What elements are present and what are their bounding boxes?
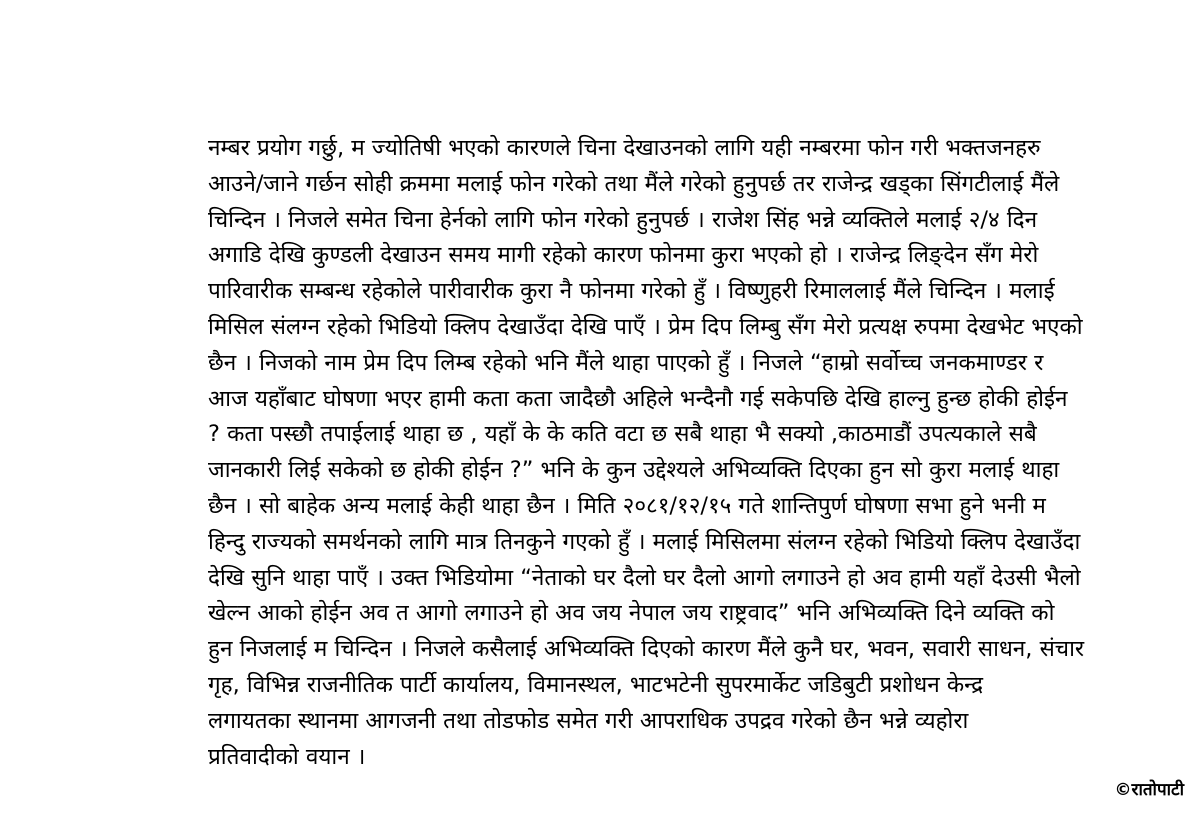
- text-line: जानकारी लिई सकेको छ होकी होईन ?” भनि के कुन उद्देश्यले अभिव्यक्ति दिएका हुन सो कुरा मलाई थाहा: [208, 457, 1060, 484]
- text-line: चिन्दिन । निजले समेत चिना हेर्नको लागि फोन गरेको हुनुपर्छ । राजेश सिंह भन्ने व्यक्तिले मलाई २/४ दिन: [208, 206, 1038, 233]
- text-line: पारिवारीक सम्बन्ध रहेकोले पारीवारीक कुरा नै फोनमा गरेको हुँ । विष्णुहरी रिमाललाई मैंले चिन्दिन । मलाई: [208, 278, 1055, 305]
- text-line: आज यहाँबाट घोषणा भएर हामी कता कता जादैछौ अहिले भन्दैनौ गई सकेपछि देखि हाल्नु हुन्छ होकी होईन: [208, 385, 1068, 412]
- text-line: छैन । निजको नाम प्रेम दिप लिम्ब रहेको भनि मैंले थाहा पाएको हुँ । निजले “हाम्रो सर्वोच्च जनकमाण्डर र: [208, 349, 1044, 376]
- text-line: आउने/जाने गर्छन सोही क्रममा मलाई फोन गरेको तथा मैंले गरेको हुनुपर्छ तर राजेन्द्र खड्का सिंगटीलाई मैंले: [208, 170, 1060, 197]
- statement-text: [208, 131, 1138, 775]
- text-line: प्रतिवादीको वयान ।: [208, 743, 366, 770]
- copyright-watermark: ©रातोपाटी: [1113, 777, 1186, 800]
- text-line: ? कता पस्छौ तपाईलाई थाहा छ , यहाँ के के कति वटा छ सबै थाहा भै सक्यो ,काठमाडौं उपत्यकाले सबै: [208, 421, 1037, 448]
- text-line: मिसिल संलग्न रहेको भिडियो क्लिप देखाउँदा देखि पाएँ । प्रेम दिप लिम्बु सँग मेरो प्रत्यक्ष रुपमा देखभेट भएको: [208, 313, 1083, 340]
- text-line: नम्बर प्रयोग गर्छु, म ज्योतिषी भएको कारणले चिना देखाउनको लागि यही नम्बरमा फोन गरी भक्तजनहरु: [208, 135, 1041, 161]
- text-line: लगायतका स्थानमा आगजनी तथा तोडफोड समेत गरी आपराधिक उपद्रव गरेको छैन भन्ने व्यहोरा: [208, 707, 969, 734]
- text-line: हुन निजलाई म चिन्दिन । निजले कसैलाई अभिव्यक्ति दिएको कारण मैंले कुनै घर, भवन, सवारी साधन, संचार: [208, 636, 1085, 663]
- text-line: गृह, विभिन्न राजनीतिक पार्टी कार्यालय, विमानस्थल, भाटभटेनी सुपरमार्केट जडिबुटी प्रशोधन केन्द्र: [208, 671, 984, 698]
- text-line: हिन्दु राज्यको समर्थनको लागि मात्र तिनकुने गएको हुँ । मलाई मिसिलमा संलग्न रहेको भिडियो क्लिप देखाउँदा: [208, 528, 1081, 555]
- text-line: छैन । सो बाहेक अन्य मलाई केही थाहा छैन । मिति २०८१/१२/१५ गते शान्तिपुर्ण घोषणा सभा हुने भनी म: [208, 492, 1046, 519]
- text-line: देखि सुनि थाहा पाएँ । उक्त भिडियोमा “नेताको घर दैलो घर दैलो आगो लगाउने हो अव हामी यहाँ देउसी भैलो: [208, 564, 1081, 591]
- text-line: अगाडि देखि कुण्डली देखाउन समय मागी रहेको कारण फोनमा कुरा भएको हो । राजेन्द्र लिङ्देन सँग मेरो: [208, 242, 1039, 269]
- text-line: खेल्न आको होईन अव त आगो लगाउने हो अव जय नेपाल जय राष्ट्रवाद” भनि अभिव्यक्ति दिने व्यक्ति को: [208, 600, 1055, 627]
